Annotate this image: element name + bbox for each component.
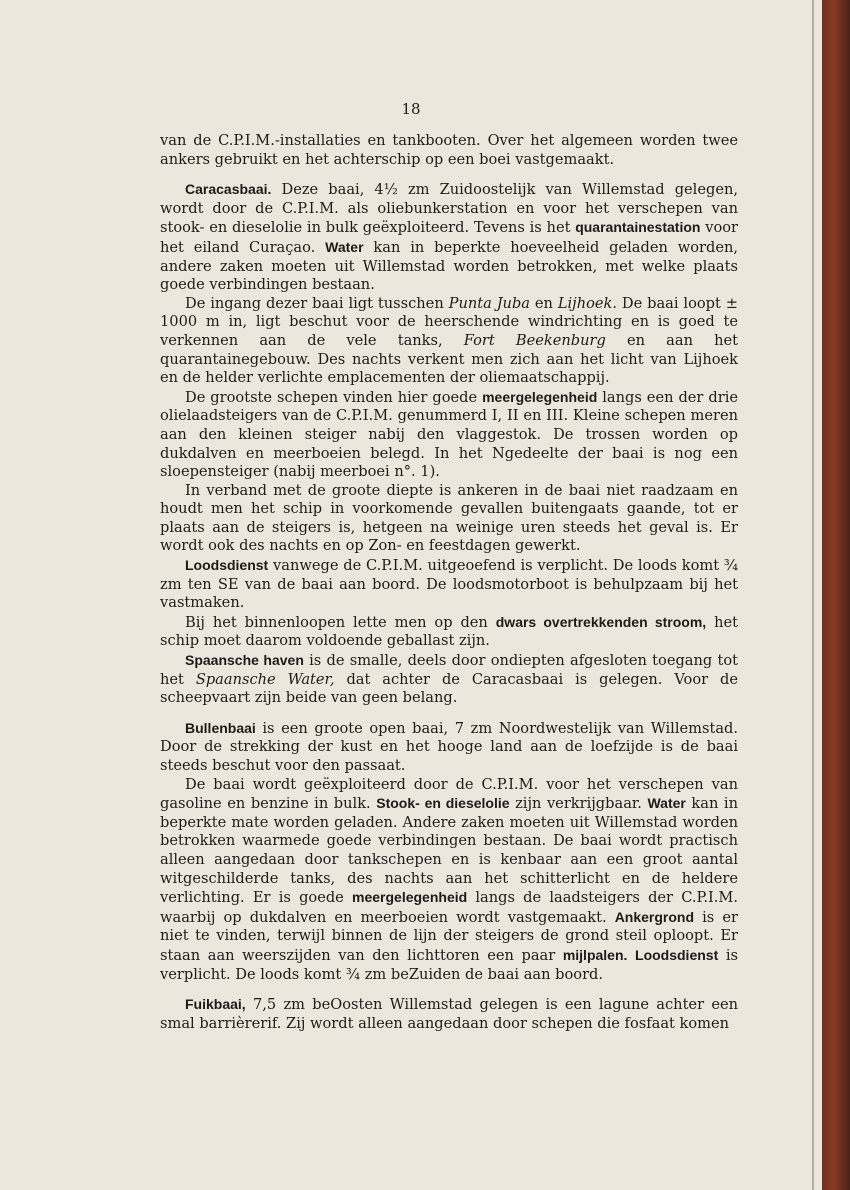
text-run: langs een der drie olielaadsteigers van de C.P.I.M. genummerd I, II en III. Kleine schepen meren aan den kleinen steiger nabij den vlaggestok. De trossen worden op dukdalven en meerboeien belegd. In het Ngedeelte der baai is nog een sloepensteiger (nabij meerboei n°. 1). [160, 388, 738, 481]
text-run: en [530, 294, 558, 312]
bold-term: dwars overtrekkenden stroom, [495, 613, 707, 630]
section-heading-fuikbaai: Fuikbaai, [185, 996, 246, 1013]
bold-term: meergelegenheid [352, 889, 468, 906]
text-run: voor het eiland Curaçao. [160, 219, 738, 256]
text-run: De grootste schepen vinden hier goede [185, 388, 483, 406]
paragraph-intro [160, 132, 738, 169]
bold-term: Stook- en dieselolie [376, 795, 510, 812]
text-run: De baai wordt geëxploiteerd door de C.P.I.M. voor het verschepen van gasoline en benzine in bulk. [160, 775, 738, 813]
bold-term: Water [647, 795, 686, 812]
text-run: zijn verkrijgbaar. [509, 795, 648, 813]
paragraph-loodsdienst [160, 556, 738, 613]
bold-term: Water [325, 238, 364, 255]
paragraph-caracasbaai [160, 180, 738, 295]
paragraph-bullenbaai-exploitatie [160, 776, 738, 985]
paragraph-ingang [160, 295, 738, 388]
text-run: In verband met de groote diepte is ankeren in de baai niet raadzaam en houdt men het schip in voorkomende gevallen buitengaats gaande, tot er plaats aan de steigers is, hetgeen na weinige uren steeds het geval is. Er wordt ook des nachts en op Zon- en feestdagen gewerkt. [160, 481, 738, 555]
text-run: het schip moet daarom voldoende geballast zijn. [160, 613, 738, 650]
text-run: is de smalle, deels door ondiepten afgesloten toegang tot het [160, 652, 738, 688]
text-run: en aan het quarantainegebouw. Des nachts verkent men zich aan het licht van Lijhoek en de helder verlichte emplacementen der oliemaatschappij. [160, 331, 739, 387]
bold-term: quarantainestation [575, 219, 701, 236]
text-run: kan in beperkte mate worden geladen. Andere zaken moeten uit Willemstad worden betrokken waarmede goede verbindingen bestaan. De baai wordt practisch alleen aangedaan door tankschepen en is kenbaar aan een groot aantal witgeschilderde tanks, des nachts aan het schitterlicht en de heldere verlichting. Er is goede [160, 795, 738, 907]
italic-place: Punta Juba [448, 294, 530, 312]
bold-term: meergelegenheid [482, 388, 598, 405]
text-run: De ingang dezer baai ligt tusschen [185, 294, 449, 312]
page-number: 18 [401, 100, 421, 118]
page-fold-line [812, 0, 814, 1190]
paragraph-fuikbaai [160, 995, 738, 1033]
text-run: is een groote open baai, 7 zm Noordwestelijk van Willemstad. Door de strekking der kust en het hooge land aan de loefzijde is de baai steeds beschut voor den passaat. [160, 719, 738, 774]
bold-term: Ankergrond [614, 908, 695, 925]
text-run: is er niet te vinden, terwijl binnen de lijn der steigers de grond steil oploopt. Er staan aan weerszijden van den lichttoren een paar [160, 908, 738, 964]
book-cover-edge [822, 0, 850, 1190]
text-run: van de C.P.I.M.-installaties en tankbooten. Over het algemeen worden twee ankers gebruikt en het achterschip op een boei vastgemaakt. [160, 132, 738, 168]
paragraph-spaansche-haven [160, 651, 738, 708]
text-run: Bij het binnenloopen lette men op den [185, 613, 496, 631]
text-run: De baai loopt ± 1000 m in, ligt beschut voor de heerschende windrichting en is goed te verkennen aan de vele tanks, [160, 294, 738, 349]
body-text [160, 132, 738, 1033]
italic-place: Fort Beekenburg [463, 331, 606, 349]
paragraph-binnenloopen [160, 613, 738, 651]
section-heading-bullenbaai: Bullenbaai [185, 719, 256, 736]
bold-term: Spaansche haven [185, 652, 304, 669]
italic-place: Spaansche Water, [195, 670, 335, 688]
bold-term: Loodsdienst [635, 946, 719, 963]
text-run: kan in beperkte hoeveelheid geladen worden, andere zaken moeten uit Willemstad worden betrokken, met welke plaats goede verbindingen bestaan. [160, 238, 738, 294]
text-run: langs de laadsteigers der C.P.I.M. waarbij op dukdalven en meerboeien wordt vastgemaakt. [160, 889, 738, 926]
section-heading-caracasbaai: Caracasbaai. [185, 181, 272, 198]
paragraph-bullenbaai [160, 719, 738, 776]
paragraph-ankeren [160, 482, 738, 556]
text-run: dat achter de Caracasbaai is gelegen. Voor de scheepvaart zijn beide van geen belang. [160, 670, 739, 707]
text-run: is verplicht. De loods komt ¾ zm beZuiden de baai aan boord. [160, 946, 739, 983]
bold-term: mijlpalen. [562, 946, 628, 963]
text-run: Deze baai, 4½ zm Zuidoostelijk van Willemstad gelegen, wordt door de C.P.I.M. als oliebunkerstation en voor het verschepen van stook- en dieselolie in bulk geëxploiteerd. Tevens is het [160, 181, 738, 237]
text-run [627, 947, 635, 964]
text-run: vanwege de C.P.I.M. uitgeoefend is verplicht. De loods komt ¾ zm ten SE van de baai aan boord. De loodsmotorboot is behulpzaam bij het vastmaken. [160, 557, 738, 612]
bold-term: Loodsdienst [185, 557, 269, 574]
paragraph-schepen [160, 388, 738, 482]
text-run: 7,5 zm beOosten Willemstad gelegen is een lagune achter een smal barrièrerif. Zij wordt alleen aangedaan door schepen die fosfaat komen [160, 996, 738, 1032]
italic-place: Lijhoek. [557, 294, 618, 312]
